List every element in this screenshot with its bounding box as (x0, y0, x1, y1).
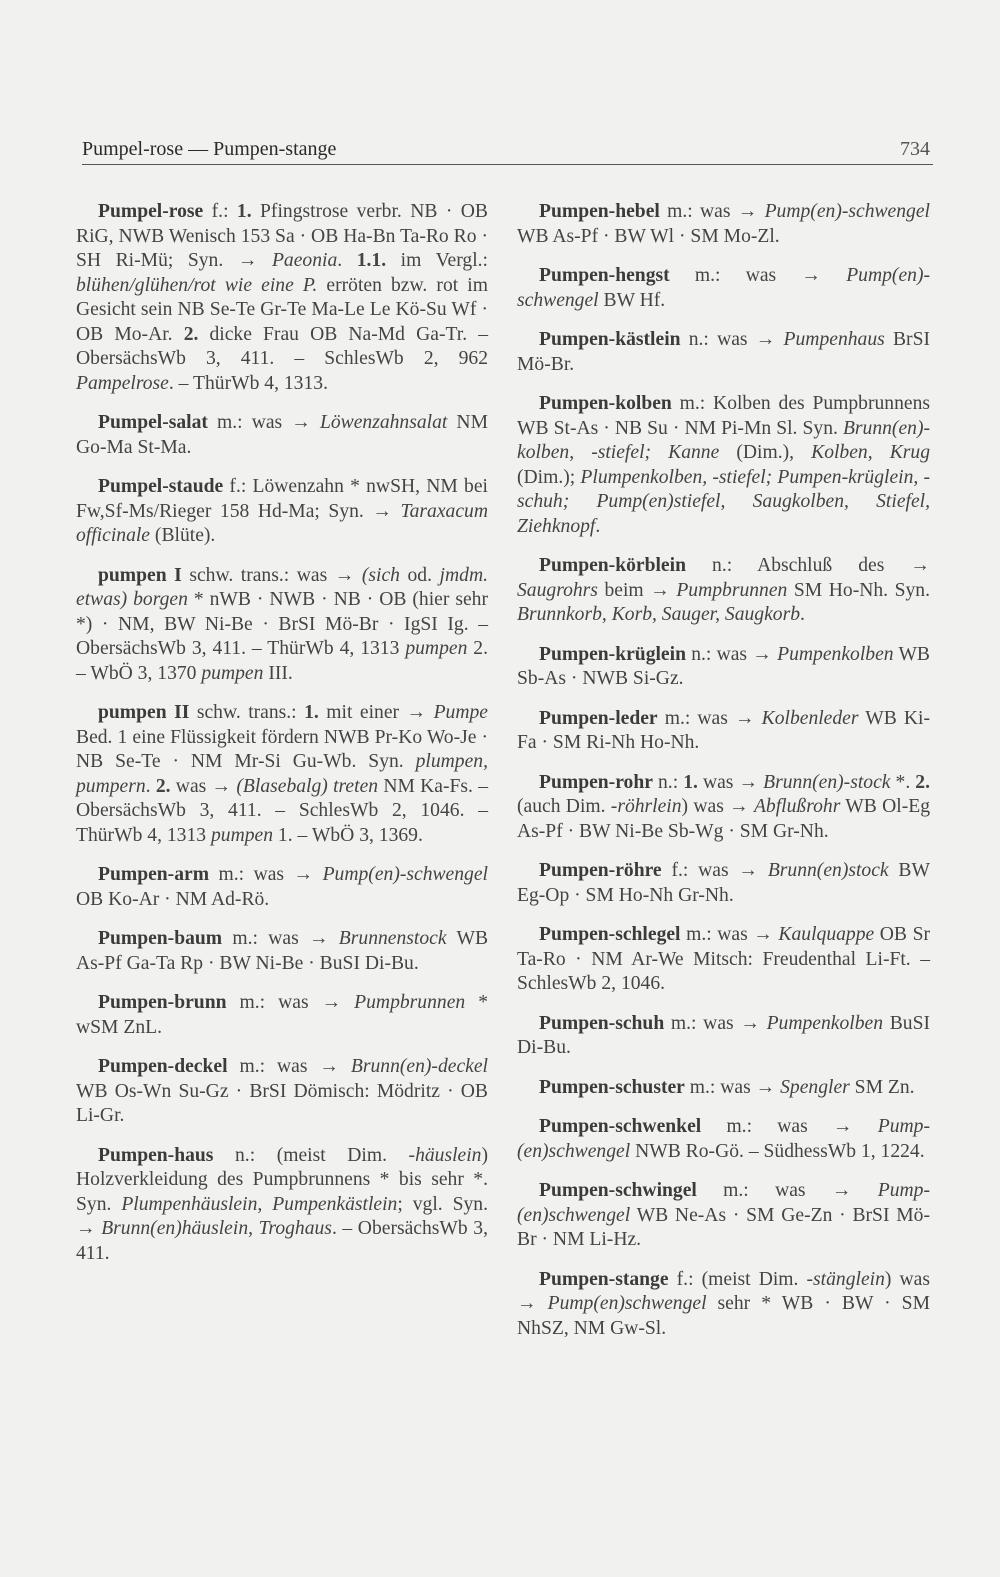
entry-text: f.: was → (671, 860, 768, 881)
headword: Pumpen-arm (98, 864, 210, 885)
entry-text: WB Ki-Fa · SM Ri-Nh Ho-Nh. (517, 707, 930, 753)
italic-text: Pumpe (433, 702, 489, 723)
dictionary-entry (517, 1012, 930, 1061)
dictionary-entry (517, 1268, 930, 1342)
sense-number: 2. (915, 771, 930, 793)
italic-text: Pumpenhaus (783, 329, 885, 350)
italic-text: -stänglein (806, 1268, 885, 1290)
entry-text: mit einer → (318, 702, 434, 723)
entry-text: ) Holzverkleidung des Pumpbrunnens * bis sehr *. Syn. (76, 1144, 488, 1215)
entry-text: n.: Abschluß des → (712, 555, 930, 576)
entry-text: . (145, 775, 156, 797)
headword: Pumpen-haus (98, 1144, 214, 1166)
entry-text: 1. – WbÖ 3, 1369. (273, 824, 423, 846)
italic-text: Kolben, Krug (811, 442, 930, 463)
entry-text: . (800, 604, 805, 625)
entry-text: dicke Frau OB Na-Md Ga-Tr. – ObersächsWb 3, 411. – SchlesWb 2, 962 (76, 323, 488, 369)
entry-text: (Blüte). (150, 525, 216, 546)
headword: Pumpen-kolben (539, 393, 672, 414)
italic-text: pumpen (201, 662, 264, 684)
headword: pumpen I (98, 564, 182, 586)
italic-text: Saugrohrs (517, 579, 598, 601)
entry-text: od. (399, 564, 440, 586)
entry-text: WB As-Pf · BW Wl · SM Mo-Zl. (517, 225, 780, 247)
dictionary-entry (517, 554, 930, 628)
entry-text: m.: was → (239, 1056, 351, 1077)
dictionary-entry (517, 923, 930, 997)
entry-text: n.: (meist Dim. (235, 1144, 409, 1166)
entry-text: *. (890, 771, 916, 793)
italic-text: Paeonia (271, 250, 338, 271)
italic-text: Pump-(en)schwengel (517, 1180, 930, 1226)
entry-text: n.: was → (691, 643, 778, 665)
italic-text: Pump(en)-schwengel (764, 201, 930, 222)
italic-text: Brunn(en)-deckel (350, 1056, 488, 1077)
entry-text: sehr * WB · BW · SM NhSZ, NM Gw-Sl. (517, 1293, 931, 1339)
entry-text: ) was → (681, 796, 754, 817)
entry-text: (Dim.), (719, 442, 812, 463)
entry-text: schw. trans.: was → (189, 564, 362, 586)
sense-number: 1.1. (356, 250, 387, 271)
italic-text: (sich (361, 564, 400, 586)
italic-text: Pumpenkolben (766, 1012, 884, 1034)
headword: Pumpen-schuster (539, 1076, 685, 1098)
headword: Pumpen-krüglein (539, 643, 686, 665)
entry-text: . – ThürWb 4, 1313. (168, 372, 328, 394)
entry-text: was → (697, 771, 764, 793)
headword: Pumpen-baum (98, 928, 223, 949)
entry-text: n.: was → (688, 329, 784, 350)
italic-text: blühen/glühen/rot wie eine P. (76, 274, 318, 296)
sense-number: 1. (236, 201, 252, 222)
entry-text: schw. trans.: (196, 702, 305, 723)
dictionary-entry (517, 264, 930, 313)
dictionary-entry (517, 707, 930, 756)
headword: Pumpen-hebel (539, 201, 660, 222)
italic-text: Pump(en)schwengel (547, 1293, 707, 1314)
dictionary-entry (517, 200, 930, 249)
entry-text: ) was → (517, 1268, 930, 1314)
sense-number: 2. (183, 323, 199, 345)
italic-text: pumpen (405, 638, 468, 659)
headword: Pumpen-schwenkel (539, 1116, 702, 1137)
dictionary-entry (517, 1179, 930, 1253)
italic-text: jmdm. etwas) borgen (76, 564, 488, 610)
entry-text: Bed. 1 eine Flüssigkeit fördern NWB Pr-Ko Wo-Je · NB Se-Te · NM Mr-Si Gu-Wb. Syn. (76, 726, 488, 772)
sense-number: 1. (304, 702, 319, 723)
entry-text: m.: was → (689, 1076, 781, 1098)
page-number: 734 (900, 138, 930, 160)
right-column (517, 200, 930, 1356)
headword: Pumpen-rohr (539, 771, 653, 793)
dictionary-entry (76, 564, 488, 687)
entry-text: III. (263, 662, 293, 684)
italic-text: Brunn(en)stock (767, 860, 889, 881)
entry-text: f.: (211, 201, 237, 222)
entry-text: (auch Dim. (517, 796, 611, 817)
entry-text: m.: was → (726, 1116, 878, 1137)
headword: Pumpen-schuh (539, 1012, 665, 1034)
headword: Pumpen-schwingel (539, 1180, 697, 1201)
dictionary-entry (517, 392, 930, 539)
entry-text: m.: was → (218, 864, 323, 885)
entry-text: * nWB · NWB · NB · OB (hier sehr *) · NM, BW Ni-Be · BrSI Mö-Br · IgSI Ig. – ObersächsWb 3, 411. – ThürWb 4, 1313 (76, 589, 488, 659)
entry-text: OB Ko-Ar · NM Ad-Rö. (76, 888, 270, 910)
page-header (82, 138, 933, 166)
headword: Pumpen-schlegel (539, 924, 681, 945)
entry-text: NM Go-Ma St-Ma. (76, 412, 488, 458)
dictionary-entry (76, 863, 488, 912)
dictionary-entry (76, 1055, 488, 1129)
italic-text: Plumpenhäuslein, Pumpenkästlein (121, 1193, 398, 1215)
entry-text: m.: was → (239, 992, 355, 1013)
entry-text: f.: (meist Dim. (676, 1268, 807, 1290)
dictionary-entry (517, 1115, 930, 1164)
italic-text: -häuslein (408, 1144, 482, 1166)
sense-number: 1. (683, 771, 698, 793)
entry-text: beim → (597, 579, 677, 601)
entry-text: . (337, 250, 357, 271)
italic-text: Pump(en)-schwengel (322, 864, 488, 885)
italic-text: Brunn(en)-stock (763, 771, 891, 793)
left-column (76, 200, 488, 1281)
entry-text: m.: was → (670, 1012, 767, 1034)
italic-text: Plumpenkolben, -stiefel; Pumpen-krüglein, -schuh; Pump(en)stiefel, Saugkolben, Stiefel, Ziehknopf (517, 466, 931, 537)
entry-text: 2. – WbÖ 3, 1370 (76, 638, 488, 684)
headword: Pumpel-salat (98, 412, 208, 433)
italic-text: Abflußrohr (753, 796, 841, 817)
sense-number: 2. (155, 775, 171, 797)
italic-text: Kolbenleder (761, 707, 859, 729)
dictionary-entry (76, 701, 488, 848)
entry-text: NWB Ro-Gö. – SüdhessWb 1, 1224. (630, 1140, 925, 1162)
headword: Pumpel-staude (98, 476, 224, 497)
running-title: Pumpel-rose — Pumpen-stange (82, 138, 337, 160)
headword: Pumpen-brunn (98, 992, 227, 1013)
dictionary-entry (76, 1144, 488, 1267)
italic-text: Pumpbrunnen (676, 579, 788, 601)
italic-text: Pumpenkolben (777, 643, 894, 665)
entry-text: . (595, 515, 601, 537)
dictionary-entry (517, 859, 930, 908)
italic-text: Taraxacum officinale (76, 500, 488, 546)
entry-text: BW Eg-Op · SM Ho-Nh Gr-Nh. (517, 860, 930, 906)
entry-text: WB Sb-As · NWB Si-Gz. (517, 643, 931, 689)
entry-text: NM Ka-Fs. – ObersächsWb 3, 411. – SchlesWb 2, 1046. – ThürWb 4, 1313 (76, 775, 489, 846)
italic-text: -röhrlein (610, 796, 682, 817)
entry-text: . – ObersächsWb 3, 411. (76, 1218, 488, 1264)
entry-text: m.: was → (686, 924, 779, 945)
dictionary-entry (517, 771, 930, 845)
entry-text: (Dim.); (517, 466, 581, 488)
italic-text: Kaulquappe (778, 924, 875, 945)
italic-text: Pampelrose (76, 372, 169, 394)
headword: Pumpen-leder (539, 707, 658, 729)
entry-text: SM Zn. (849, 1076, 915, 1098)
entry-text: WB Os-Wn Su-Gz · BrSI Dömisch: Mödritz · OB Li-Gr. (76, 1080, 488, 1126)
italic-text: (Blasebalg) treten (236, 775, 379, 797)
italic-text: Brunn(en)häuslein, Troghaus (101, 1218, 332, 1239)
italic-text: Löwenzahnsalat (319, 412, 448, 433)
italic-text: Spengler (780, 1076, 850, 1098)
entry-text: m.: was → (217, 412, 320, 433)
entry-text: ; vgl. Syn. → (76, 1193, 488, 1239)
dictionary-entry (76, 927, 488, 976)
italic-text: Brunnenstock (338, 928, 447, 949)
entry-text: m.: was → (664, 707, 762, 729)
headword: Pumpen-stange (539, 1268, 669, 1290)
entry-text: f.: Löwenzahn * nwSH, NM bei Fw,Sf-Ms/Rieger 158 Hd-Ma; Syn. → (76, 476, 488, 522)
entry-text: m.: was → (694, 265, 847, 286)
entry-text: m.: was → (723, 1180, 878, 1201)
italic-text: Pumpbrunnen (354, 992, 466, 1013)
entry-text: WB Ol-Eg As-Pf · BW Ni-Be Sb-Wg · SM Gr-Nh. (517, 796, 930, 842)
dictionary-entry (76, 411, 488, 460)
headword: Pumpen-röhre (539, 860, 662, 881)
dictionary-entry (76, 475, 488, 549)
headword: Pumpel-rose (98, 201, 204, 222)
entry-text: m.: was → (667, 201, 765, 222)
entry-text: BW Hf. (598, 289, 666, 311)
entry-text: m.: was → (232, 928, 339, 949)
headword: Pumpen-hengst (539, 265, 670, 286)
entry-text: WB As-Pf Ga-Ta Rp · BW Ni-Be · BuSI Di-Bu. (76, 928, 489, 974)
italic-text: Brunn(en)-kolben, -stiefel; Kanne (517, 417, 930, 463)
header-rule (82, 164, 933, 165)
headword: Pumpen-deckel (98, 1056, 228, 1077)
entry-text: m.: Kolben des Pumpbrunnens WB St-As · NB Su · NM Pi-Mn Sl. Syn. (517, 393, 931, 439)
italic-text: Pump(en)-schwengel (517, 265, 930, 311)
entry-text: Pfingstrose verbr. NB · OB RiG, NWB Wenisch 153 Sa · OB Ha-Bn Ta-Ro Ro · SH Ri-Mü; Syn. → (76, 201, 488, 271)
italic-text: pumpen (210, 824, 274, 846)
entry-text: BrSI Mö-Br. (517, 329, 930, 375)
dictionary-entry (76, 991, 488, 1040)
entry-text: erröten bzw. rot im Gesicht sein NB Se-Te Gr-Te Ma-Le Le Kö-Su Wf · OB Mo-Ar. (76, 274, 488, 345)
dictionary-entry (517, 328, 930, 377)
entry-text: WB Ne-As · SM Ge-Zn · BrSI Mö-Br · NM Li-Hz. (517, 1204, 930, 1250)
entry-text: SM Ho-Nh. Syn. (787, 579, 930, 601)
italic-text: Brunnkorb, Korb, Sauger, Saugkorb (517, 604, 801, 625)
headword: Pumpen-kästlein (539, 329, 681, 350)
dictionary-entry (517, 1076, 930, 1101)
entry-text: OB Sr Ta-Ro · NM Ar-We Mitsch: Freudenthal Li-Ft. – SchlesWb 2, 1046. (517, 924, 930, 994)
italic-text: plumpen, pumpern (76, 751, 488, 797)
entry-text: im Vergl.: (386, 250, 489, 271)
entry-text: n.: (658, 771, 684, 793)
dictionary-entry (517, 643, 930, 692)
entry-text: was → (170, 775, 237, 797)
headword: pumpen II (98, 702, 190, 723)
italic-text: Pump-(en)schwengel (517, 1116, 930, 1162)
entry-text: * wSM ZnL. (76, 992, 489, 1038)
dictionary-entry (76, 200, 488, 396)
headword: Pumpen-körblein (539, 555, 686, 576)
entry-text: BuSI Di-Bu. (517, 1012, 930, 1058)
